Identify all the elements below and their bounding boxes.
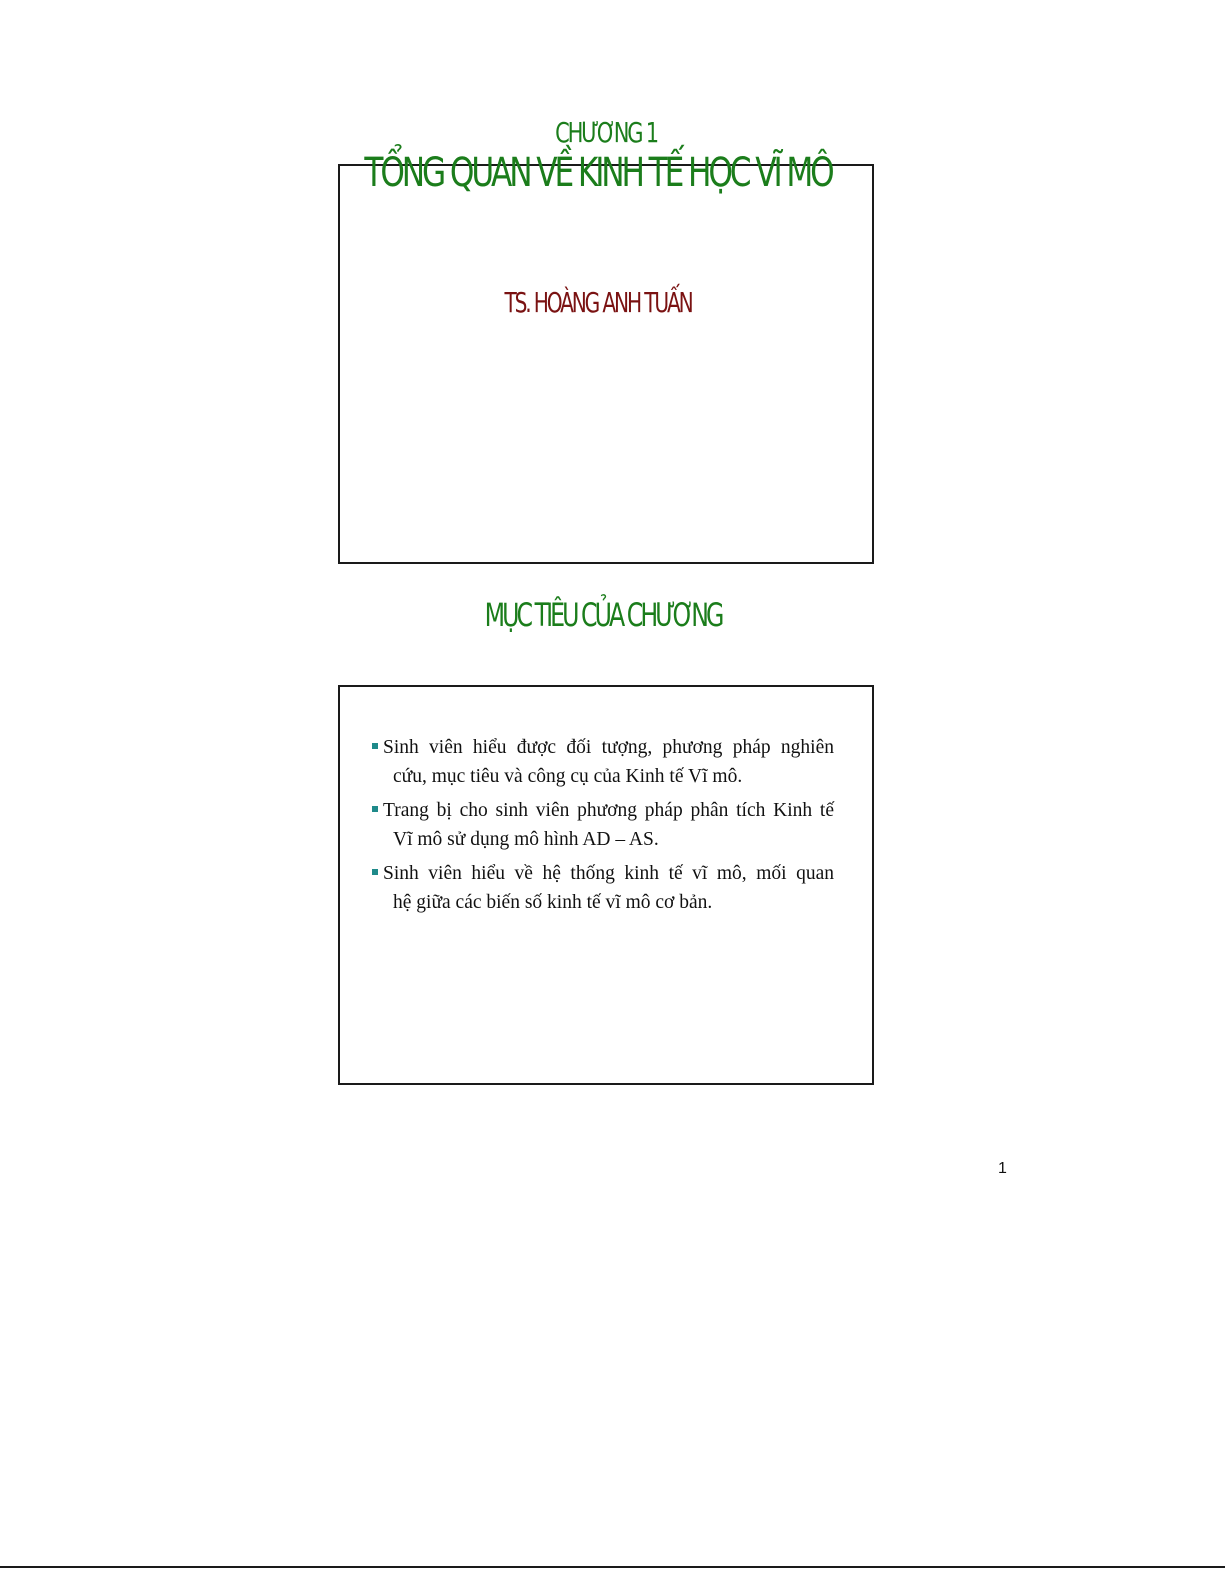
objective-item: [372, 796, 834, 854]
objective-item: [372, 859, 834, 917]
objectives-title: MỤC TIÊU CỦA CHƯƠNG: [484, 596, 722, 634]
square-bullet-icon: [372, 806, 378, 812]
objective-item: [372, 733, 834, 791]
square-bullet-icon: [372, 743, 378, 749]
objective-line: cứu, mục tiêu và công cụ của Kinh tế Vĩ mô.: [393, 766, 743, 787]
bottom-divider: [0, 1566, 1225, 1568]
objective-line: Sinh viên hiểu về hệ thống kinh tế vĩ mô, mối quan: [383, 863, 834, 884]
author-name: TS. HOÀNG ANH TUẤN: [504, 286, 692, 319]
slide-1-frame: [338, 164, 874, 564]
chapter-label: CHƯƠNG 1: [555, 116, 657, 149]
chapter-title: TỔNG QUAN VỀ KINH TẾ HỌC VĨ MÔ: [364, 150, 832, 196]
objective-line: hệ giữa các biến số kinh tế vĩ mô cơ bản.: [393, 892, 713, 913]
objective-line: Sinh viên hiểu được đối tượng, phương pháp nghiên: [383, 737, 834, 758]
objectives-list: [372, 733, 834, 922]
square-bullet-icon: [372, 869, 378, 875]
objective-line: Vĩ mô sử dụng mô hình AD – AS.: [393, 829, 659, 850]
page-number: 1: [998, 1160, 1007, 1177]
slide-2-frame: [338, 685, 874, 1085]
objective-line: Trang bị cho sinh viên phương pháp phân tích Kinh tế: [383, 800, 834, 821]
